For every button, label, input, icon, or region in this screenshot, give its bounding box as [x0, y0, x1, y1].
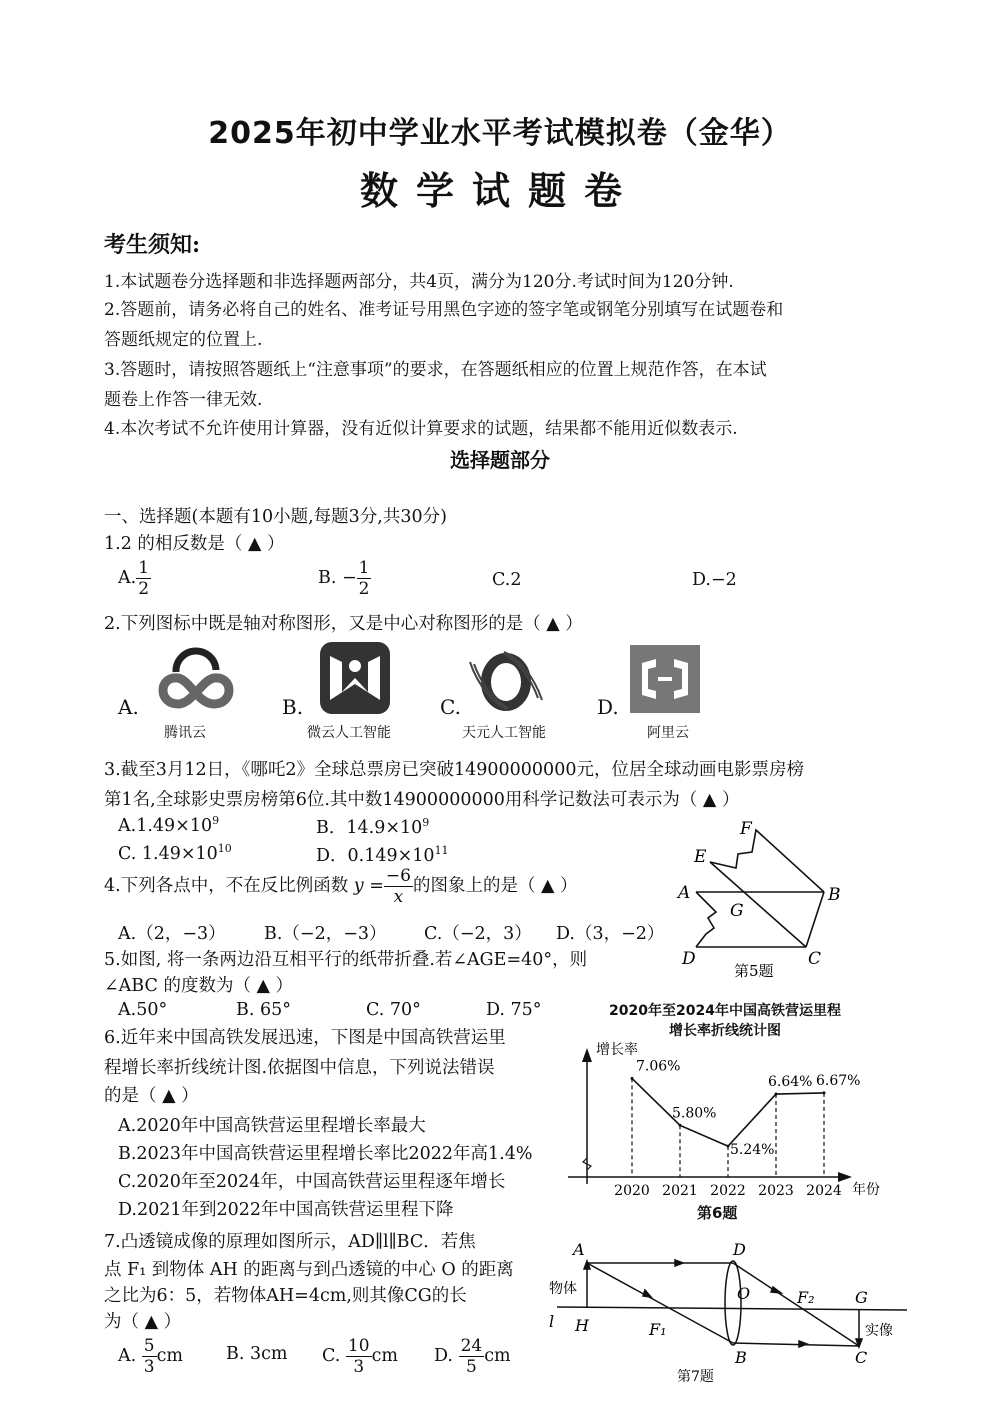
q3-line-2: 第1名,全球影史票房榜第6位.其中数14900000000用科学记数法可表示为（ ▲ ） [104, 790, 740, 810]
point-label-f1: F₁ [649, 1320, 667, 1339]
line-l [557, 1307, 907, 1310]
q6-figure-caption: 第6题 [697, 1204, 738, 1222]
exponent: 9 [212, 814, 220, 827]
ray-d-f2-c [733, 1263, 859, 1346]
q2-caption-b: 微云人工智能 [307, 725, 391, 741]
q6-option-a: A.2020年中国高铁营运里程增长率最大 [118, 1116, 426, 1136]
q2-option-d-label: D. [597, 695, 619, 719]
notice-line-5: 题卷上作答一律无效. [104, 390, 263, 410]
point-label-d: D [733, 1240, 746, 1259]
point-label-h: H [575, 1316, 589, 1335]
ray-df2-arrow [771, 1287, 781, 1293]
q2-caption-c: 天元人工智能 [462, 725, 546, 741]
growth-rate-line-chart [560, 1040, 900, 1200]
data-label-2024: 6.67% [816, 1072, 861, 1089]
point-label-b: B [735, 1348, 747, 1367]
q3-option-a [118, 814, 219, 836]
point-label-c: C [855, 1348, 868, 1367]
q5-line-1: 5.如图, 将一条两边沿互相平行的纸带折叠.若∠AGE=40°，则 [104, 950, 588, 970]
q5-figure [660, 812, 860, 982]
option-label: A. [118, 1346, 137, 1366]
numerator: 24 [460, 1336, 483, 1356]
data-point-2022 [727, 1145, 730, 1148]
notice-heading: 考生须知: [104, 232, 201, 258]
denominator: 2 [358, 579, 370, 599]
data-label-2021: 5.80% [672, 1105, 717, 1122]
exponent: 9 [422, 816, 430, 830]
aliyun-logo-icon [630, 645, 700, 713]
q1-stem: 1.2 的相反数是（ ▲ ） [104, 534, 285, 554]
option-text: B．14.9×10 [316, 818, 423, 838]
part1-heading: 一、选择题(本题有10小题,每题3分,共30分) [104, 507, 447, 527]
point-label-f2: F₂ [797, 1288, 815, 1307]
q7-line-3: 之比为6：5，若物体AH=4cm,则其像CG的长 [104, 1286, 467, 1306]
point-label-c: C [808, 949, 822, 969]
q3-option-c [118, 842, 232, 864]
option-label: A. [118, 568, 137, 588]
data-point-2021 [679, 1124, 682, 1127]
q5-option-b: B. 65° [236, 1000, 292, 1020]
exponent: 10 [217, 842, 232, 855]
fold-edge-ef [710, 830, 824, 892]
q5-option-c: C. 70° [366, 1000, 421, 1020]
point-label-e: E [694, 847, 707, 867]
tianyuan-ai-logo-icon [468, 648, 544, 714]
denominator: x [393, 887, 404, 907]
q4-stem-post: 的图象上的是（ ▲ ） [412, 876, 578, 896]
q7-option-a [118, 1336, 183, 1377]
weiyun-ai-logo-icon [318, 640, 392, 716]
q2-caption-a: 腾讯云 [164, 725, 206, 741]
point-label-a: A [678, 883, 691, 903]
data-label-2023: 6.64% [768, 1074, 813, 1091]
data-label-2020: 7.06% [636, 1058, 681, 1075]
notice-line-6: 4.本次考试不允许使用计算器，没有近似计算要求的试题，结果都不能用近似数表示. [104, 419, 738, 439]
unit: cm [156, 1346, 184, 1366]
point-label-o: O [737, 1284, 751, 1303]
option-text: A.1.49×10 [118, 815, 213, 836]
q4-option-b: B.（−2，−3） [264, 924, 387, 944]
unit: cm [371, 1346, 398, 1366]
q3-line-1: 3.截至3月12日，《哪吒2》全球总票房已突破14900000000元，位居全球动画电影票房榜 [104, 760, 804, 780]
point-label-a: A [573, 1240, 585, 1259]
q2-option-a-label: A. [118, 695, 139, 719]
q1-option-a [118, 558, 151, 599]
q6-line-1: 6.近年来中国高铁发展迅速，下图是中国高铁营运里 [104, 1028, 506, 1048]
x-tick-label-2022: 2022 [710, 1183, 746, 1199]
q3-option-b [316, 814, 429, 839]
q4-option-c: C.（−2，3） [424, 924, 532, 944]
point-label-b: B [828, 885, 841, 905]
line-label-l: l [549, 1312, 555, 1331]
x-axis-label: 年份 [852, 1182, 880, 1198]
q6-line-3: 的是（ ▲ ） [104, 1086, 199, 1106]
fraction [142, 1336, 157, 1377]
image-label: 实像 [865, 1323, 893, 1339]
notice-line-2: 2.答题前，请务必将自己的姓名、准考证号用黑色字迹的签字笔或钢笔分别填写在试题卷和 [104, 300, 784, 320]
chart-title-line-2: 增长率折线统计图 [669, 1023, 781, 1039]
q7-option-b: B. 3cm [226, 1344, 288, 1364]
option-label: B. − [318, 568, 357, 588]
data-point-2023 [775, 1093, 778, 1096]
data-point-2024 [823, 1091, 826, 1094]
q2-option-b-label: B. [282, 695, 304, 719]
x-tick-label-2021: 2021 [662, 1183, 698, 1199]
function-lhs: y = [353, 876, 384, 896]
q6-option-c: C.2020年至2024年，中国高铁营运里程逐年增长 [118, 1172, 506, 1192]
q1-option-d: D.−2 [692, 570, 737, 590]
ray-ad-arrow [675, 1260, 683, 1266]
point-label-g: G [855, 1288, 868, 1307]
denominator: 2 [138, 579, 150, 599]
exam-subtitle: 数学试题卷 [359, 168, 640, 213]
ray-bc-arrow [799, 1341, 807, 1347]
object-label: 物体 [549, 1281, 577, 1297]
ray-af1-arrow [643, 1290, 651, 1297]
q5-option-a: A.50° [118, 1000, 168, 1020]
q3-option-d [316, 842, 449, 867]
numerator: 5 [143, 1336, 155, 1356]
data-point-2020 [631, 1077, 634, 1080]
data-label-2022: 5.24% [730, 1142, 775, 1159]
q1-option-b [318, 558, 371, 599]
fraction [136, 558, 151, 599]
numerator: 10 [347, 1336, 370, 1356]
q7-line-4: 为（ ▲ ） [104, 1312, 182, 1332]
q4-stem [104, 866, 578, 907]
segment-bc [806, 892, 824, 947]
q7-line-2: 点 F₁ 到物体 AH 的距离与到凸透镜的中心 O 的距离 [104, 1260, 514, 1280]
notice-line-3: 答题纸规定的位置上. [104, 330, 263, 350]
q6-option-d: D.2021年到2022年中国高铁营运里程下降 [118, 1200, 454, 1220]
strip-left-edge [696, 892, 716, 947]
q7-option-d [434, 1336, 511, 1377]
exam-title: 2025年初中学业水平考试模拟卷（金华） [208, 116, 792, 151]
q7-lens-figure [545, 1235, 915, 1385]
option-label: C. [322, 1346, 341, 1366]
q7-line-1: 7.凸透镜成像的原理如图所示，AD∥l∥BC．若焦 [104, 1232, 476, 1252]
fraction [357, 558, 372, 599]
option-text: C. 1.49×10 [118, 843, 218, 864]
q2-stem: 2.下列图标中既是轴对称图形，又是中心对称图形的是（ ▲ ） [104, 614, 583, 634]
option-text: D．0.149×10 [316, 846, 435, 866]
notice-line-1: 1.本试题卷分选择题和非选择题两部分，共4页，满分为120分.考试时间为120分钟. [104, 272, 734, 292]
numerator: −6 [385, 866, 411, 886]
q6-option-b: B.2023年中国高铁营运里程增长率比2022年高1.4% [118, 1144, 533, 1164]
denominator: 3 [353, 1357, 365, 1377]
exponent: 11 [434, 844, 449, 858]
q7-figure-caption: 第7题 [677, 1369, 714, 1385]
option-label: D. [434, 1346, 453, 1366]
point-label-g: G [730, 901, 744, 921]
q4-option-d: D.（3，−2） [556, 924, 665, 944]
convex-lens [725, 1261, 741, 1345]
denominator: 5 [465, 1357, 477, 1377]
y-axis-label: 增长率 [596, 1042, 638, 1058]
q5-line-2: ∠ABC 的度数为（ ▲ ） [104, 976, 294, 996]
point-label-f: F [740, 819, 752, 839]
q2-caption-d: 阿里云 [647, 725, 689, 741]
unit: cm [484, 1346, 511, 1366]
x-tick-label-2020: 2020 [614, 1183, 650, 1199]
q4-stem-pre: 4.下列各点中，不在反比例函数 [104, 876, 349, 896]
tencent-cloud-logo-icon [148, 642, 244, 714]
q6-line-2: 程增长率折线统计图.依据图中信息，下列说法错误 [104, 1058, 495, 1078]
q2-option-c-label: C. [440, 695, 461, 719]
ray-bc [733, 1343, 859, 1346]
y-axis-arrow [582, 1048, 592, 1062]
q5-option-d: D. 75° [486, 1000, 542, 1020]
denominator: 3 [143, 1357, 155, 1377]
numerator: 1 [138, 558, 150, 578]
chart-title-line-1: 2020年至2024年中国高铁营运里程 [609, 1003, 841, 1019]
x-axis-arrow [838, 1172, 852, 1182]
q4-option-a: A.（2，−3） [118, 924, 226, 944]
function-fraction [384, 866, 413, 907]
notice-line-4: 3.答题时，请按照答题纸上“注意事项”的要求，在答题纸相应的位置上规范作答，在本试 [104, 360, 767, 380]
point-label-d: D [682, 949, 696, 969]
segment-ec [710, 862, 806, 947]
q5-figure-caption: 第5题 [734, 962, 774, 980]
q1-option-c: C.2 [492, 570, 522, 590]
fraction [346, 1336, 372, 1377]
x-tick-label-2023: 2023 [758, 1183, 794, 1199]
q7-option-c [322, 1336, 398, 1377]
numerator: 1 [358, 558, 370, 578]
section-title: 选择题部分 [450, 448, 550, 472]
x-tick-label-2024: 2024 [806, 1183, 842, 1199]
fraction [459, 1336, 485, 1377]
